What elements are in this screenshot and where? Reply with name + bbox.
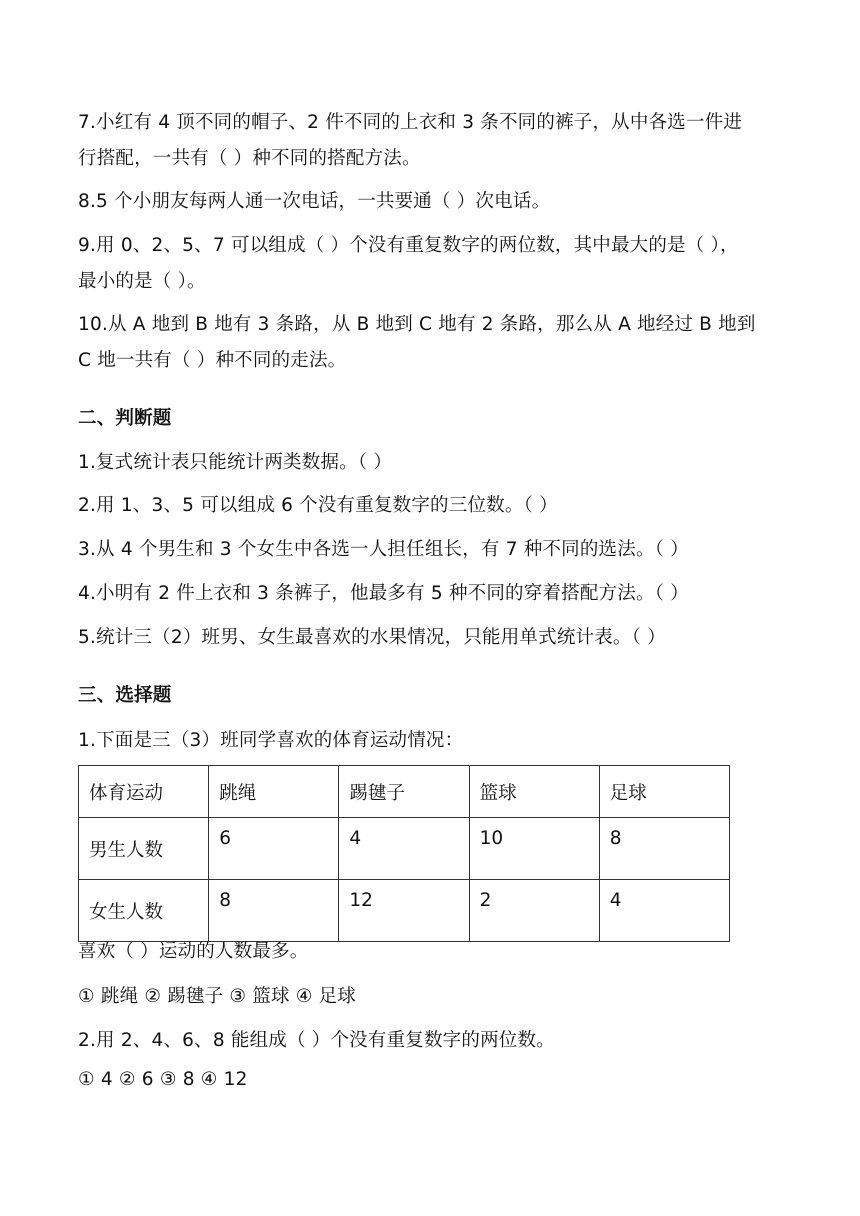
table-row: [79, 818, 730, 880]
table-header-cell: 跳绳: [209, 766, 339, 818]
table-cell: 4: [339, 818, 469, 880]
question-9-line-1: 9.用 0、2、5、7 可以组成（ ）个没有重复数字的两位数，其中最大的是（ ），: [78, 235, 739, 256]
table-header-cell: 足球: [599, 766, 729, 818]
table-header-cell: 篮球: [469, 766, 599, 818]
judge-item-4: 4.小明有 2 件上衣和 3 条裤子，他最多有 5 种不同的穿着搭配方法。（ ）: [78, 583, 689, 604]
table-cell: 4: [599, 880, 729, 942]
section-3-title: 三、选择题: [78, 685, 172, 706]
table-cell: 12: [339, 880, 469, 942]
sports-table: [78, 765, 730, 942]
judge-item-3: 3.从 4 个男生和 3 个女生中各选一人担任组长，有 7 种不同的选法。（ ）: [78, 539, 689, 560]
choice-2-options: ① 4 ② 6 ③ 8 ④ 12: [78, 1069, 248, 1090]
table-cell: 8: [209, 880, 339, 942]
judge-item-5: 5.统计三（2）班男、女生最喜欢的水果情况，只能用单式统计表。（ ）: [78, 627, 666, 648]
choice-2-question: 2.用 2、4、6、8 能组成（ ）个没有重复数字的两位数。: [78, 1030, 555, 1051]
table-cell: 2: [469, 880, 599, 942]
table-cell: 8: [599, 818, 729, 880]
question-9-line-2: 最小的是（ ）。: [78, 271, 206, 292]
question-10-line-2: C 地一共有（ ）种不同的走法。: [78, 350, 347, 371]
table-header-cell: 体育运动: [79, 766, 209, 818]
question-8: 8.5 个小朋友每两人通一次电话，一共要通（ ）次电话。: [78, 191, 551, 212]
judge-item-2: 2.用 1、3、5 可以组成 6 个没有重复数字的三位数。（ ）: [78, 495, 558, 516]
table-row-label: 女生人数: [79, 880, 209, 942]
choice-1-options: ① 跳绳 ② 踢毽子 ③ 篮球 ④ 足球: [78, 986, 357, 1007]
table-row-label: 男生人数: [79, 818, 209, 880]
table-header-row: [79, 766, 730, 818]
section-2-title: 二、判断题: [78, 408, 172, 429]
choice-1-question: 喜欢（ ）运动的人数最多。: [78, 941, 309, 962]
table-cell: 10: [469, 818, 599, 880]
question-7-line-1: 7.小红有 4 顶不同的帽子、2 件不同的上衣和 3 条不同的裤子，从中各选一件进: [78, 112, 743, 133]
table-row: [79, 880, 730, 942]
question-10-line-1: 10.从 A 地到 B 地有 3 条路，从 B 地到 C 地有 2 条路，那么从 A 地经过 B 地到: [78, 314, 756, 335]
question-7-line-2: 行搭配，一共有（ ）种不同的搭配方法。: [78, 148, 421, 169]
choice-1-intro: 1.下面是三（3）班同学喜欢的体育运动情况：: [78, 730, 464, 751]
table-header-cell: 踢毽子: [339, 766, 469, 818]
judge-item-1: 1.复式统计表只能统计两类数据。（ ）: [78, 452, 393, 473]
table-cell: 6: [209, 818, 339, 880]
